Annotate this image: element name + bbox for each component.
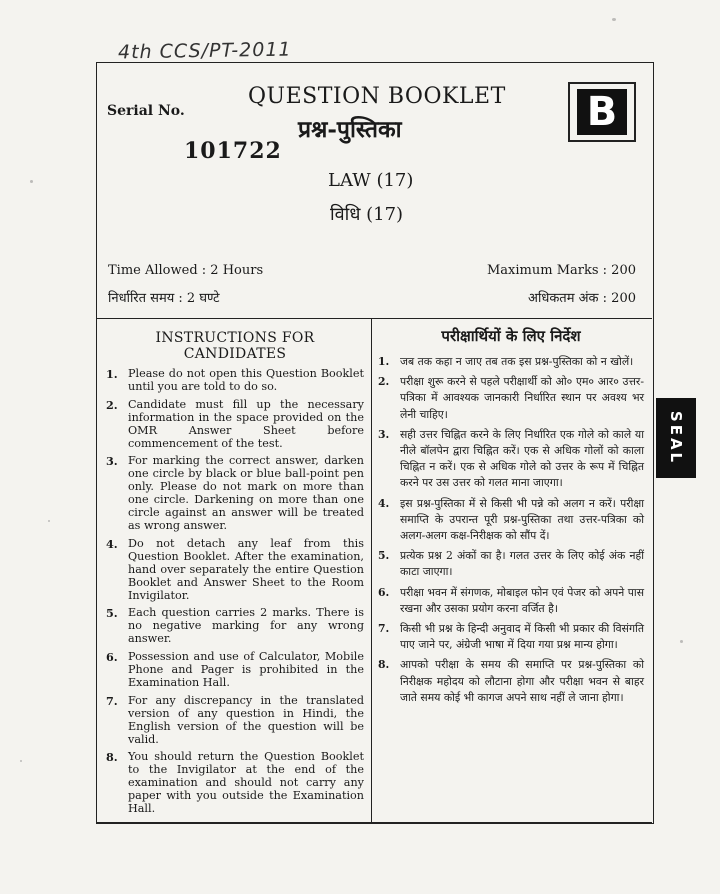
instruction-number: 5. bbox=[378, 549, 390, 563]
instruction-text-hindi: सही उत्तर चिह्नित करने के लिए निर्धारित एक गोले को काले या नीले बॉलपेन द्वारा चिह्नित करें। एक से अधिक गोलों को काला चिह्नित न करें। एक से अधिक गोले को उत्तर के रूप में चिह्नित करने पर उस उत्तर को गलत माना जाएगा। bbox=[400, 427, 644, 490]
instruction-text: Each question carries 2 marks. There is no negative marking for any wrong answer. bbox=[128, 606, 364, 646]
instruction-number: 5. bbox=[106, 606, 118, 621]
scan-speck bbox=[612, 18, 616, 21]
instruction-item-hindi bbox=[378, 354, 644, 370]
instructions-hindi bbox=[378, 326, 644, 710]
instruction-text-hindi: परीक्षा भवन में संगणक, मोबाइल फोन एवं पेजर को अपने पास रखना और उसका प्रयोग करना वर्जित है। bbox=[400, 585, 644, 615]
instruction-item bbox=[106, 399, 364, 451]
scan-speck bbox=[20, 760, 22, 762]
section-divider bbox=[96, 318, 652, 319]
instruction-text: For marking the correct answer, darken one circle by black or blue ball-point pen only. Please do not mark on more than one circle. Darkening on more than one circle against an answer will be treated as wrong answer. bbox=[128, 454, 364, 532]
instruction-text: You should return the Question Booklet to the Invigilator at the end of the examination and should not carry any paper with you outside the Examination Hall. bbox=[128, 750, 364, 816]
instruction-item bbox=[106, 695, 364, 747]
instructions-english bbox=[106, 330, 364, 821]
instruction-number: 2. bbox=[106, 397, 118, 412]
handwritten-note: 4th CCS/PT-2011 bbox=[117, 38, 292, 64]
instruction-text-hindi: परीक्षा शुरू करने से पहले परीक्षार्थी को ओ० एम० आर० उत्तर-पत्रिका में आवश्यक जानकारी निर्धारित स्थान पर अवश्य भर लेनी चाहिए। bbox=[400, 375, 644, 421]
instruction-number: 7. bbox=[378, 622, 390, 636]
instruction-item-hindi bbox=[378, 374, 644, 423]
instruction-text-hindi: प्रत्येक प्रश्न 2 अंकों का है। गलत उत्तर के लिए कोई अंक नहीं काटा जाएगा। bbox=[400, 549, 644, 579]
bottom-border bbox=[96, 822, 652, 823]
serial-number: 101722 bbox=[184, 138, 282, 164]
max-marks-english: Maximum Marks : 200 bbox=[487, 263, 636, 278]
instruction-item bbox=[106, 607, 364, 646]
instruction-text-hindi: किसी भी प्रश्न के हिन्दी अनुवाद में किसी भी प्रकार की विसंगति पाए जाने पर, अंग्रेजी भाषा में दिया गया प्रश्न मान्य होगा। bbox=[400, 622, 644, 652]
instruction-item-hindi bbox=[378, 657, 644, 706]
seal-tab bbox=[656, 398, 696, 478]
instruction-number: 4. bbox=[106, 536, 118, 551]
column-divider bbox=[371, 318, 372, 822]
instruction-text: For any discrepancy in the translated version of any question in Hindi, the English version of the question will be valid. bbox=[128, 693, 364, 746]
instruction-text: Do not detach any leaf from this Question Booklet. After the examination, hand over separately the entire Question Booklet and Answer Sheet to the Room Invigilator. bbox=[128, 536, 364, 602]
title-hindi: प्रश्न-पुस्तिका bbox=[298, 116, 402, 143]
instruction-item-hindi bbox=[378, 548, 644, 580]
instruction-number: 3. bbox=[378, 427, 390, 441]
scan-speck bbox=[30, 180, 33, 183]
instruction-number: 7. bbox=[106, 693, 118, 708]
instruction-text-hindi: आपको परीक्षा के समय की समाप्ति पर प्रश्न-पुस्तिका को निरीक्षक महोदय को लौटाना होगा और परीक्षा भवन से बाहर जाते समय कोई भी कागज अपने साथ नहीं ले जाना होगा। bbox=[400, 658, 644, 704]
instruction-number: 1. bbox=[378, 355, 390, 368]
booklet-set-box bbox=[568, 82, 636, 142]
instruction-item-hindi bbox=[378, 585, 644, 617]
instructions-heading-hindi: परीक्षार्थियों के लिए निर्देश bbox=[441, 327, 581, 345]
instruction-item bbox=[106, 651, 364, 690]
instruction-item bbox=[106, 455, 364, 532]
time-allowed-english: Time Allowed : 2 Hours bbox=[108, 263, 264, 278]
instruction-text: Please do not open this Question Booklet until you are told to do so. bbox=[128, 367, 364, 393]
instruction-item bbox=[106, 751, 364, 816]
instruction-number: 4. bbox=[378, 496, 390, 510]
instruction-item bbox=[106, 368, 364, 394]
scan-speck bbox=[680, 640, 683, 643]
title-english: QUESTION BOOKLET bbox=[248, 84, 506, 109]
instruction-number: 8. bbox=[106, 750, 118, 765]
subject-hindi: विधि (17) bbox=[330, 204, 404, 225]
instruction-item bbox=[106, 538, 364, 603]
max-marks-hindi: अधिकतम अंक : 200 bbox=[528, 291, 636, 306]
booklet-set-letter: B bbox=[577, 89, 627, 135]
instruction-item-hindi bbox=[378, 621, 644, 653]
instruction-number: 2. bbox=[378, 375, 390, 389]
instruction-number: 6. bbox=[106, 650, 118, 665]
instruction-text: Possession and use of Calculator, Mobile Phone and Pager is prohibited in the Examination Hall. bbox=[128, 650, 364, 689]
instruction-text-hindi: इस प्रश्न-पुस्तिका में से किसी भी पन्ने को अलग न करें। परीक्षा समाप्ति के उपरान्त पूरी प्रश्न-पुस्तिका तथा उत्तर-पत्रिका को अलग-अलग कक्ष-निरीक्षक को सौंप दें। bbox=[400, 496, 644, 543]
instruction-item-hindi bbox=[378, 427, 644, 492]
instruction-text: Candidate must fill up the necessary information in the space provided on the OMR Answer Sheet before commencement of the test. bbox=[128, 397, 364, 450]
instruction-number: 3. bbox=[106, 454, 118, 469]
instruction-item-hindi bbox=[378, 496, 644, 545]
instruction-number: 6. bbox=[378, 585, 390, 599]
instruction-number: 8. bbox=[378, 658, 390, 672]
instructions-heading-english: INSTRUCTIONS FOR CANDIDATES bbox=[155, 330, 315, 362]
serial-label: Serial No. bbox=[107, 103, 185, 119]
instruction-number: 1. bbox=[106, 367, 118, 381]
time-allowed-hindi: निर्धारित समय : 2 घण्टे bbox=[108, 291, 220, 306]
seal-label: SEAL bbox=[667, 410, 685, 466]
subject-english: LAW (17) bbox=[328, 170, 414, 191]
scan-speck bbox=[48, 520, 50, 522]
instruction-text-hindi: जब तक कहा न जाए तब तक इस प्रश्न-पुस्तिका को न खोलें। bbox=[400, 355, 634, 368]
